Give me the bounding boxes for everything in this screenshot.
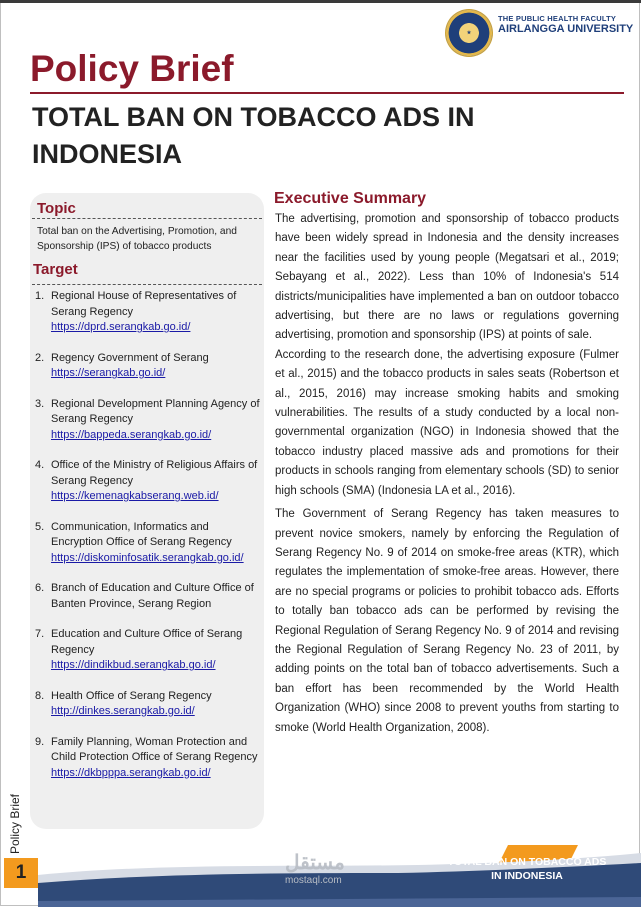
faculty-name: THE PUBLIC HEALTH FACULTY [498, 14, 617, 23]
target-name: Health Office of Serang Regency [51, 689, 212, 702]
target-link[interactable]: http://dinkes.serangkab.go.id/ [51, 705, 195, 717]
target-number: 8. [35, 689, 45, 702]
summary-paragraph: The Government of Serang Regency has taken measures to prevent novice smokers, namely by enforcing the Regulation of Serang Regency No. 9 of 2014 on smoke-free areas (KTR), which regulates the implementation of smoke-free areas. However, there are no special programs or policies to prohibit tobacco ads. Efforts to totally ban tobacco ads can be performed by revising the Regional Regulation of Serang Regency No. 9 of 2014 and revising the Regional Regulation of Serang Regency No. 23 of 2011, by adding points on the total ban of tobacco advertisements. Such a ban effort has been recommended by the World Health Organization (WHO) since 2008 to prevent youths from starting to smoke (World Health Organization, 2008). [275, 508, 619, 734]
footer-title [420, 855, 634, 883]
target-number: 1. [35, 290, 45, 302]
target-name: Communication, Informatics and Encryption Office of Serang Regency [51, 520, 232, 548]
target-link[interactable]: https://bappeda.serangkab.go.id/ [51, 428, 212, 441]
target-name: Regency Government of Serang [51, 351, 209, 364]
summary-paragraph: According to the research done, the advertising exposure (Fulmer et al., 2015) and the tobacco products in sales seats (Robertson et al., 2015, 2016) may increase smoking habits and smoking vulnerabilities. The results of a study conducted by a local non-governmental organization (NGO) in Indonesia showed that the tobacco industry placed massive ads and promotions for their products in schools ranging from elementary schools (SD) to senior high schools (SMA) (Indonesia LA et al., 2016). [275, 348, 619, 497]
target-number: 9. [35, 735, 45, 748]
target-item [33, 351, 263, 382]
target-heading: Target [33, 261, 78, 278]
target-item [33, 520, 263, 567]
target-number: 5. [35, 520, 45, 533]
summary-paragraph: The advertising, promotion and sponsorship of tobacco products have been widely spread in Indonesia and the density increases near the facilities used by young people (Megatsari et al., 2019; Sebayang et al., 2022). Less than 10% of Indonesia's 514 districts/municipalities have implemented a ban on outdoor tobacco advertising, but there are no laws or regulations governing advertising, promotion and sponsorship (IPS) at points of sale. [275, 213, 619, 342]
target-item [33, 735, 263, 782]
target-item [33, 627, 263, 674]
target-link[interactable]: https://dindikbud.serangkab.go.id/ [51, 659, 216, 671]
target-item [33, 458, 263, 505]
executive-summary-body [275, 210, 619, 738]
target-link[interactable]: https://dprd.serangkab.go.id/ [51, 321, 191, 333]
watermark: مستقل [285, 852, 345, 874]
target-item [33, 689, 263, 720]
target-name: Education and Culture Office of Serang Regency [51, 628, 243, 656]
target-link[interactable]: https://serangkab.go.id/ [51, 367, 166, 379]
topic-divider [32, 218, 262, 219]
target-link[interactable]: https://diskominfosatik.serangkab.go.id/ [51, 551, 244, 564]
seal-center: ★ [466, 30, 472, 36]
target-name: Regional House of Representatives of Serang Regency [51, 290, 237, 318]
target-name: Branch of Education and Culture Office of Banten Province, Serang Region [51, 582, 254, 610]
top-rule [0, 0, 641, 3]
target-number: 7. [35, 628, 45, 640]
target-number: 4. [35, 459, 45, 471]
target-list [33, 289, 263, 781]
target-number: 2. [35, 351, 45, 364]
target-item [33, 581, 263, 612]
topic-text: Total ban on the Advertising, Promotion, and Sponsorship (IPS) of tobacco products [37, 226, 237, 252]
brief-label: Policy Brief [30, 48, 234, 89]
footer-title-line: IN INDONESIA [491, 870, 563, 882]
target-item [33, 397, 263, 444]
target-link[interactable]: https://kemenagkabserang.web.id/ [51, 490, 219, 502]
executive-summary-heading: Executive Summary [274, 190, 427, 207]
target-name: Family Planning, Woman Protection and Child Protection Office of Serang Regency [51, 735, 258, 763]
target-item [33, 289, 263, 336]
target-number: 6. [35, 582, 45, 594]
topic-heading: Topic [37, 200, 76, 217]
target-link[interactable]: https://dkbpppa.serangkab.go.id/ [51, 766, 211, 779]
side-label-text: Policy Brief [8, 793, 22, 854]
university-name: AIRLANGGA UNIVERSITY [498, 23, 634, 35]
title-rule [30, 92, 624, 94]
target-divider [32, 284, 262, 285]
watermark-domain: mostaql.com [285, 875, 342, 886]
page-title: TOTAL BAN ON TOBACCO ADS IN INDONESIA [32, 102, 475, 169]
footer-title-line: TOTAL BAN ON TOBACCO ADS [447, 856, 607, 868]
target-number: 3. [35, 397, 45, 410]
target-name: Office of the Ministry of Religious Affairs of Serang Regency [51, 459, 258, 487]
side-label [2, 779, 28, 855]
university-seal-icon [446, 10, 492, 56]
target-name: Regional Development Planning Agency of Serang Regency [51, 397, 260, 425]
page-number: 1 [4, 858, 38, 888]
